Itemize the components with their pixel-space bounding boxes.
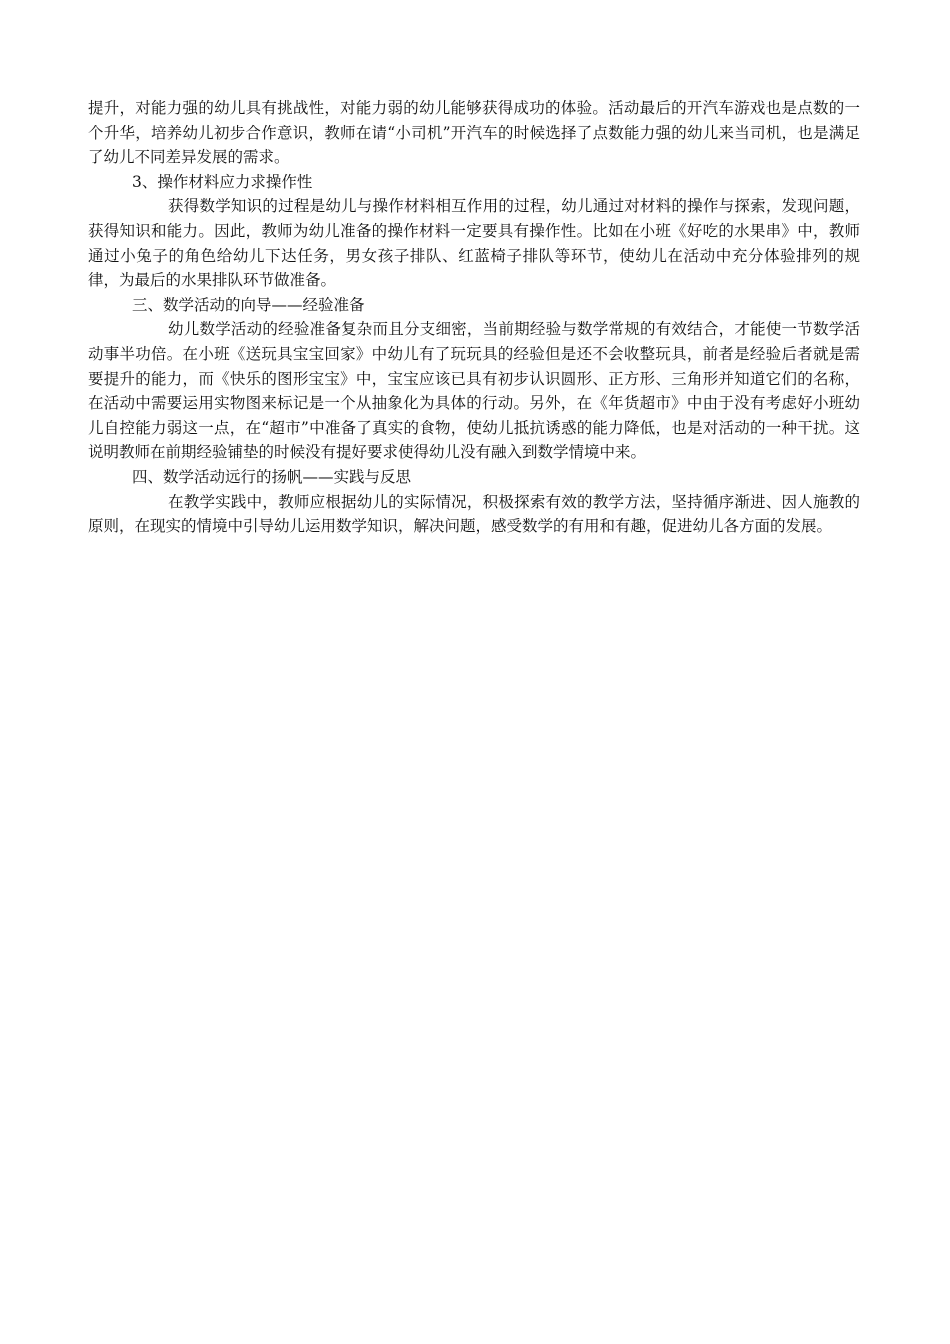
document-page [88,96,860,539]
paragraph-practice-reflection: 在教学实践中，教师应根据幼儿的实际情况，积极探索有效的教学方法，坚持循序渐进、因人施教的原则，在现实的情境中引导幼儿运用数学知识，解决问题，感受数学的有用和有趣，促进幼儿各方面的发展。 [88,492,860,536]
paragraph-operation-materials: 获得数学知识的过程是幼儿与操作材料相互作用的过程，幼儿通过对材料的操作与探索，发现问题，获得知识和能力。因此，教师为幼儿准备的操作材料一定要具有操作性。比如在小班《好吃的水果串》中，教师通过小兔子的角色给幼儿下达任务，男女孩子排队、红蓝椅子排队等环节，使幼儿在活动中充分体验排列的规律，为最后的水果排队环节做准备。 [88,197,860,290]
paragraph-experience-preparation: 幼儿数学活动的经验准备复杂而且分支细密，当前期经验与数学常规的有效结合，才能使一节数学活动事半功倍。在小班《送玩具宝宝回家》中幼儿有了玩玩具的经验但是还不会收整玩具，前者是经验后者就是需要提升的能力，而《快乐的图形宝宝》中，宝宝应该已具有初步认识圆形、正方形、三角形并知道它们的名称，在活动中需要运用实物图来标记是一个从抽象化为具体的行动。另外，在《年货超市》中由于没有考虑好小班幼儿自控能力弱这一点，在“超市”中准备了真实的食物，使幼儿抵抗诱惑的能力降低，也是对活动的一种干扰。这说明教师在前期经验铺垫的时候没有提好要求使得幼儿没有融入到数学情境中来。 [88,320,860,462]
subheading-operation-materials: 3、操作材料应力求操作性 [132,172,313,191]
paragraph-continuation: 提升，对能力强的幼儿具有挑战性，对能力弱的幼儿能够获得成功的体验。活动最后的开汽车游戏也是点数的一个升华，培养幼儿初步合作意识，教师在请“小司机”开汽车的时候选择了点数能力强的幼儿来当司机，也是满足了幼儿不同差异发展的需求。 [88,99,860,167]
heading-section-four: 四、数学活动远行的扬帆——实践与反思 [132,467,412,486]
heading-section-three: 三、数学活动的向导——经验准备 [132,295,365,314]
